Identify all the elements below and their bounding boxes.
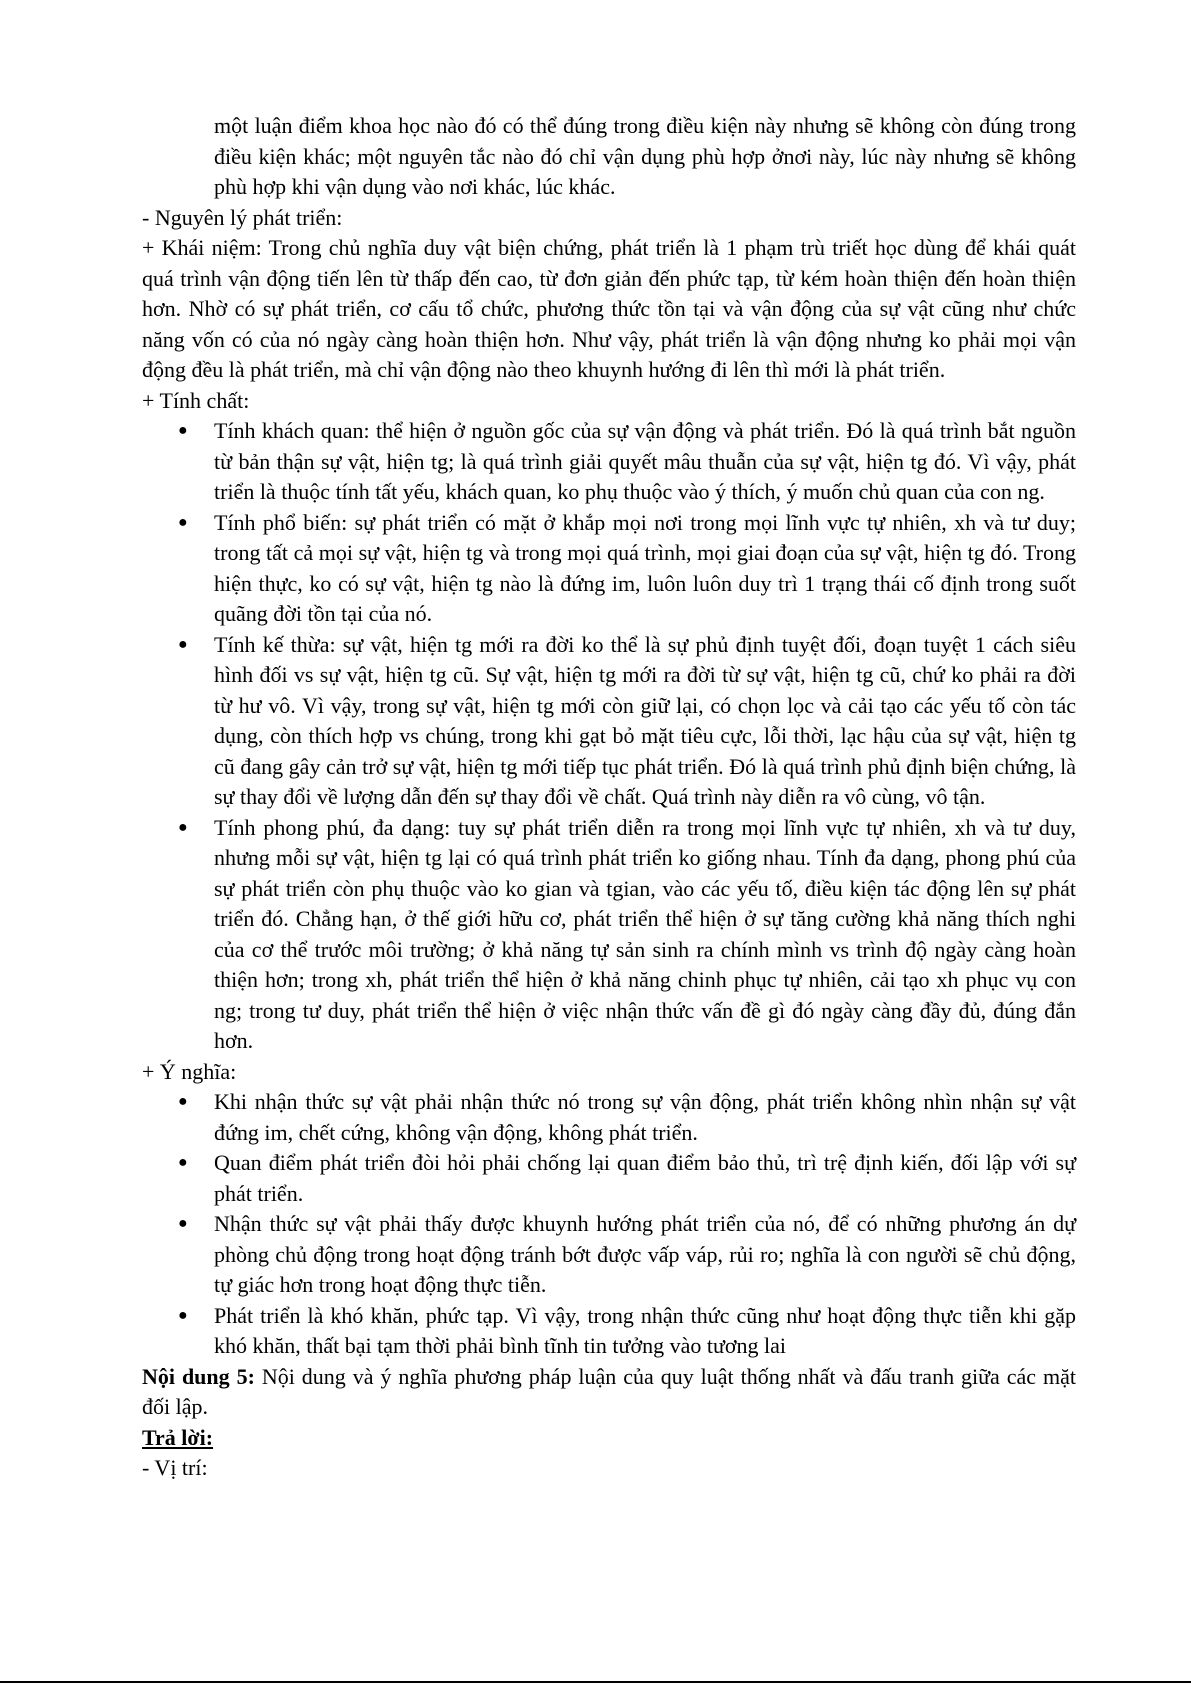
list-item: ● Nhận thức sự vật phải thấy được khuynh hướng phát triển của nó, để có những phương án dự phòng chủ động trong hoạt động tránh bớt được vấp váp, rủi ro; nghĩa là con người sẽ chủ động, tự giác hơn trong hoạt động thực tiễn. <box>178 1211 1076 1297</box>
list-item: ● Tính phổ biến: sự phát triển có mặt ở khắp mọi nơi trong mọi lĩnh vực tự nhiên, xh và tư duy; trong tất cả mọi sự vật, hiện tg và trong mọi quá trình, mọi giai đoạn của sự vật, hiện tg đó. Trong hiện thực, ko có sự vật, hiện tg nào là đứng im, luôn luôn duy trì 1 trạng thái cố định trong suốt quãng đời tồn tại của nó. <box>178 509 1076 626</box>
bullet-icon: ● <box>178 818 188 836</box>
bullet-icon: ● <box>178 513 188 531</box>
answer-label-row <box>0 1423 1191 1454</box>
principle-heading: - Nguyên lý phát triển: <box>142 204 343 230</box>
position-heading: - Vị trí: <box>142 1455 208 1480</box>
meaning-heading: + Ý nghĩa: <box>142 1058 237 1084</box>
list-item: ● Tính phong phú, đa dạng: tuy sự phát triển diễn ra trong mọi lĩnh vực tự nhiên, xh và tư duy, nhưng mỗi sự vật, hiện tg lại có quá trình phát triển ko giống nhau. Tính đa dạng, phong phú của sự phát triển còn phụ thuộc vào ko gian và tgian, vào các yếu tố, điều kiện tác động lên sự phát triển đó. Chẳng hạn, ở thế giới hữu cơ, phát triển thể hiện ở sự tăng cường khả năng thích nghi của cơ thể trước môi trường; ở khả năng tự sản sinh ra chính mình vs trình độ ngày càng hoàn thiện hơn; trong xh, phát triển thể hiện ở khả năng chinh phục tự nhiên, cải tạo xh phục vụ con ng; trong tư duy, phát triển thể hiện ở việc nhận thức vấn đề gì đó ngày càng đầy đủ, đúng đắn hơn. <box>178 814 1076 1053</box>
bullet-icon: ● <box>178 1093 188 1110</box>
section-5-text: Nội dung và ý nghĩa phương pháp luận của quy luật thống nhất và đấu tranh giữa các mặt đối lập. <box>142 1363 1076 1419</box>
list-item: ● Phát triển là khó khăn, phức tạp. Vì vậy, trong nhận thức cũng như hoạt động thực tiễn khi gặp khó khăn, thất bại tạm thời phải bình tĩnh tin tưởng vào tương lai <box>178 1302 1076 1358</box>
meanings-list <box>0 1087 1191 1362</box>
bullet-icon: ● <box>178 1154 188 1171</box>
list-item: ● Khi nhận thức sự vật phải nhận thức nó trong sự vận động, phát triển không nhìn nhận sự vật đứng im, chết cứng, không vận động, không phát triển. <box>178 1089 1076 1145</box>
properties-heading: + Tính chất: <box>142 387 250 413</box>
properties-list <box>0 416 1191 1057</box>
bullet-icon: ● <box>178 635 188 653</box>
bullet-icon: ● <box>178 1215 188 1232</box>
list-item: ● Quan điểm phát triển đòi hỏi phải chống lại quan điểm bảo thủ, trì trệ định kiến, đối lập với sự phát triển. <box>178 1150 1076 1206</box>
page-bottom-rule <box>0 1681 1191 1683</box>
section-5-heading <box>0 1362 1191 1423</box>
bullet-icon: ● <box>178 1306 188 1324</box>
answer-label: Trả lời: <box>142 1424 214 1450</box>
intro-paragraph: một luận điểm khoa học nào đó có thể đúng trong điều kiện này nhưng sẽ không còn đúng trong điều kiện khác; một nguyên tắc nào đó chỉ vận dụng phù hợp ởnơi này, lúc này nhưng sẽ không phù hợp khi vận dụng vào nơi khác, lúc khác. <box>214 113 1076 199</box>
document-page <box>0 111 1191 1484</box>
list-item: ● Tính khách quan: thể hiện ở nguồn gốc của sự vận động và phát triển. Đó là quá trình bắt nguồn từ bản thận sự vật, hiện tg; là quá trình giải quyết mâu thuẫn của sự vật, hiện tg đó. Vì vậy, phát triển là thuộc tính tất yếu, khách quan, ko phụ thuộc vào ý thích, ý muốn chủ quan của con ng. <box>178 418 1076 504</box>
concept-paragraph: + Khái niệm: Trong chủ nghĩa duy vật biện chứng, phát triển là 1 phạm trù triết học dùng để khái quát quá trình vận động tiến lên từ thấp đến cao, từ đơn giản đến phức tạp, từ kém hoàn thiện đến hoàn thiện hơn. Nhờ có sự phát triển, cơ cấu tổ chức, phương thức tồn tại và vận động của sự vật cũng như chức năng vốn có của nó ngày càng hoàn thiện hơn. Như vậy, phát triển là vận động nhưng ko phải mọi vận động đều là phát triển, mà chỉ vận động nào theo khuynh hướng đi lên thì mới là phát triển. <box>142 235 1076 382</box>
bullet-icon: ● <box>178 422 188 439</box>
list-item: ● Tính kế thừa: sự vật, hiện tg mới ra đời ko thể là sự phủ định tuyệt đối, đoạn tuyệt 1 cách siêu hình đối vs sự vật, hiện tg cũ. Sự vật, hiện tg mới ra đời từ sự vật, hiện tg cũ, chứ ko phải ra đời từ hư vô. Vì vậy, trong sự vật, hiện tg mới còn giữ lại, có chọn lọc và cải tạo các yếu tố còn tác dụng, còn thích hợp vs chúng, trong khi gạt bỏ mặt tiêu cực, lỗi thời, lạc hậu của sự vật, hiện tg cũ đang gây cản trở sự vật, hiện tg mới tiếp tục phát triển. Đó là quá trình phủ định biện chứng, là sự thay đổi về lượng dẫn đến sự thay đổi về chất. Quá trình này diễn ra vô cùng, vô tận. <box>178 631 1076 809</box>
section-5-label: Nội dung 5: <box>142 1363 255 1389</box>
